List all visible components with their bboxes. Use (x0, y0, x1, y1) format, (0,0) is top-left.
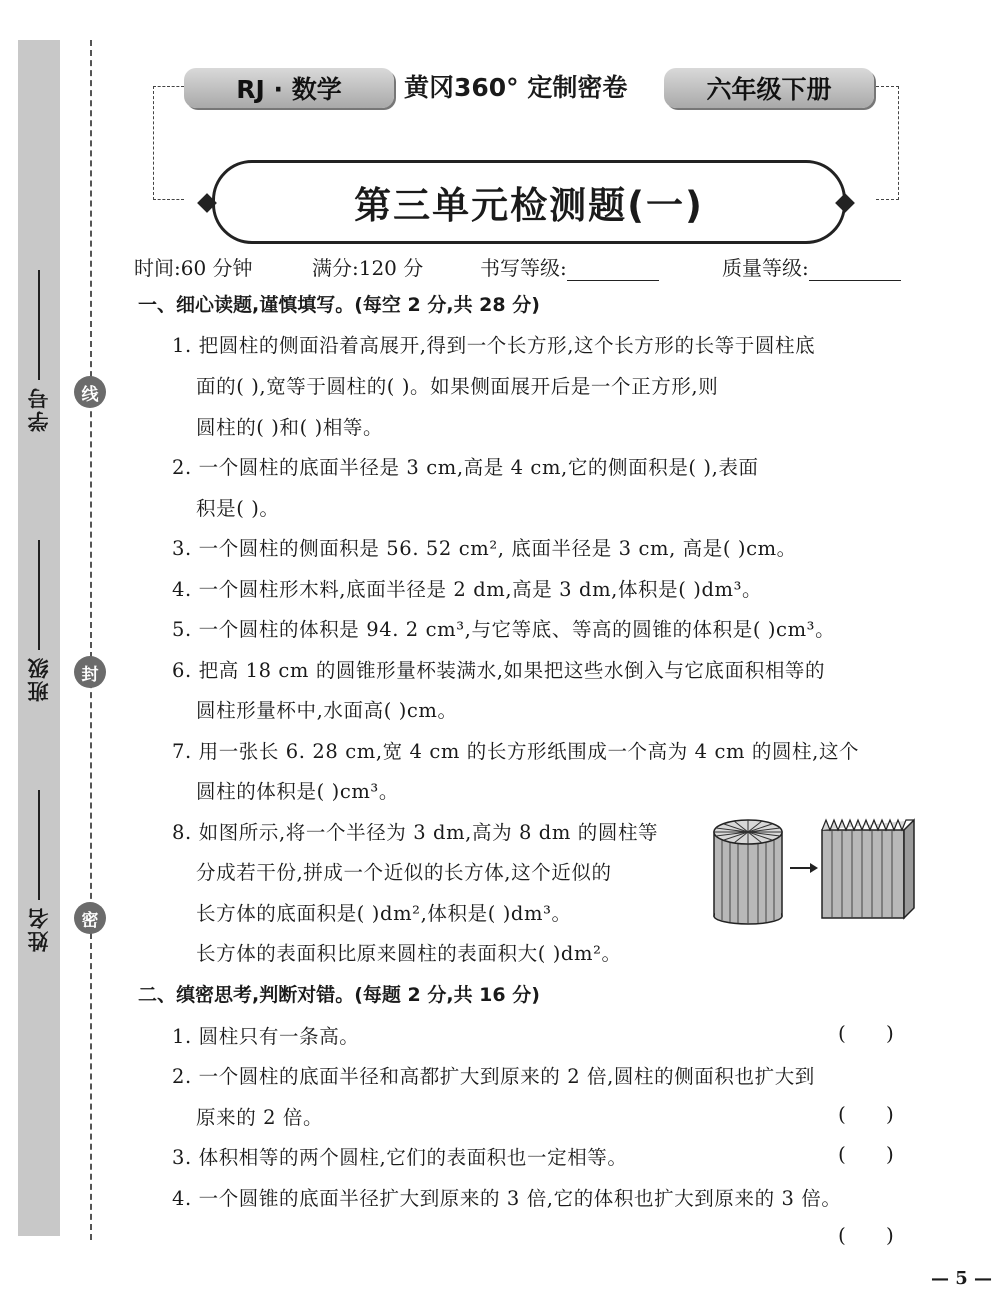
series-name: 黄冈360° 定制密卷 (404, 73, 628, 102)
s1-q1-line1: 1. 把圆柱的侧面沿着高展开,得到一个长方形,这个长方形的长等于圆柱底 (172, 334, 816, 357)
s1-q3: 3. 一个圆柱的侧面积是 56. 52 cm², 底面半径是 3 cm, 高是( )cm。 (172, 537, 797, 560)
section-1-heading: 一、细心读题,谨慎填写。(每空 2 分,共 28 分) (138, 294, 540, 316)
s2-q2-line2: 原来的 2 倍。 (196, 1106, 324, 1129)
score-info: 满分:120 分 (312, 256, 424, 280)
subject-pill: RJ · 数学 (184, 68, 394, 108)
arrow-icon (790, 863, 818, 873)
paren-open: ( (838, 1223, 846, 1247)
name-field (24, 790, 54, 952)
quality-grade-label: 质量等级: (722, 256, 809, 280)
s1-q1-line2: 面的( ),宽等于圆柱的( )。如果侧面展开后是一个正方形,则 (196, 375, 719, 398)
page-title: 第三单元检测题(一) (212, 160, 846, 244)
s1-q2-line1: 2. 一个圆柱的底面半径是 3 cm,高是 4 cm,它的侧面积是( ),表面 (172, 456, 759, 479)
paren-close: ) (886, 1021, 894, 1045)
s1-q8-line1: 8. 如图所示,将一个半径为 3 dm,高为 8 dm 的圆柱等 (172, 821, 659, 844)
paren-close: ) (886, 1223, 894, 1247)
s2-q2-answer[interactable] (838, 1102, 894, 1126)
time-info: 时间:60 分钟 (134, 256, 253, 280)
paren-open: ( (838, 1021, 846, 1045)
cut-line (90, 40, 92, 1240)
student-id-label: 学号 (27, 386, 51, 432)
page-number: — 5 — (930, 1268, 992, 1289)
name-label: 姓名 (27, 906, 51, 952)
paren-close: ) (886, 1102, 894, 1126)
s2-q4: 4. 一个圆锥的底面半径扩大到原来的 3 倍,它的体积也扩大到原来的 3 倍。 (172, 1187, 842, 1210)
seal-seal: 封 (74, 656, 106, 688)
s2-q1-answer[interactable] (838, 1021, 894, 1045)
left-bracket (153, 86, 184, 200)
seal-line: 线 (74, 376, 106, 408)
section-2-heading: 二、缜密思考,判断对错。(每题 2 分,共 16 分) (138, 984, 540, 1006)
s1-q6-line1: 6. 把高 18 cm 的圆锥形量杯装满水,如果把这些水倒入与它底面积相等的 (172, 659, 826, 682)
paren-open: ( (838, 1142, 846, 1166)
s2-q3-answer[interactable] (838, 1142, 894, 1166)
s1-q7-line1: 7. 用一张长 6. 28 cm,宽 4 cm 的长方形纸围成一个高为 4 cm 的圆柱,这个 (172, 740, 860, 763)
writing-grade (480, 252, 659, 281)
s1-q6-line2: 圆柱形量杯中,水面高( )cm。 (196, 699, 458, 722)
s1-q1-line3: 圆柱的( )和( )相等。 (196, 416, 384, 439)
seal-secret: 密 (74, 902, 106, 934)
student-id-blank[interactable] (38, 270, 40, 380)
s2-q3: 3. 体积相等的两个圆柱,它们的表面积也一定相等。 (172, 1146, 628, 1169)
class-label: 班级 (27, 656, 51, 702)
class-field (24, 540, 54, 702)
student-id-field (24, 270, 54, 432)
s1-q5: 5. 一个圆柱的体积是 94. 2 cm³,与它等底、等高的圆锥的体积是( )cm³。 (172, 618, 836, 641)
s1-q8-line4: 长方体的表面积比原来圆柱的表面积大( )dm²。 (196, 942, 622, 965)
s2-q1: 1. 圆柱只有一条高。 (172, 1025, 360, 1048)
right-bracket (876, 86, 899, 200)
paren-close: ) (886, 1142, 894, 1166)
writing-grade-label: 书写等级: (480, 256, 567, 280)
s2-q4-answer[interactable] (838, 1223, 894, 1247)
s1-q8-line3: 长方体的底面积是( )dm²,体积是( )dm³。 (196, 902, 572, 925)
s1-q8-line2: 分成若干份,拼成一个近似的长方体,这个近似的 (196, 861, 612, 884)
s2-q2-line1: 2. 一个圆柱的底面半径和高都扩大到原来的 2 倍,圆柱的侧面积也扩大到 (172, 1065, 815, 1088)
cylinder-icon (714, 820, 782, 924)
name-blank[interactable] (38, 790, 40, 900)
cylinder-to-cuboid-figure (710, 814, 916, 926)
s1-q7-line2: 圆柱的体积是( )cm³。 (196, 780, 399, 803)
grade-pill: 六年级下册 (664, 68, 874, 108)
s1-q4: 4. 一个圆柱形木料,底面半径是 2 dm,高是 3 dm,体积是( )dm³。 (172, 578, 763, 601)
quality-grade (722, 252, 901, 281)
writing-grade-blank[interactable] (567, 260, 659, 281)
quality-grade-blank[interactable] (809, 260, 901, 281)
paren-open: ( (838, 1102, 846, 1126)
s1-q2-line2: 积是( )。 (196, 497, 280, 520)
cuboid-icon (822, 820, 914, 918)
class-blank[interactable] (38, 540, 40, 650)
